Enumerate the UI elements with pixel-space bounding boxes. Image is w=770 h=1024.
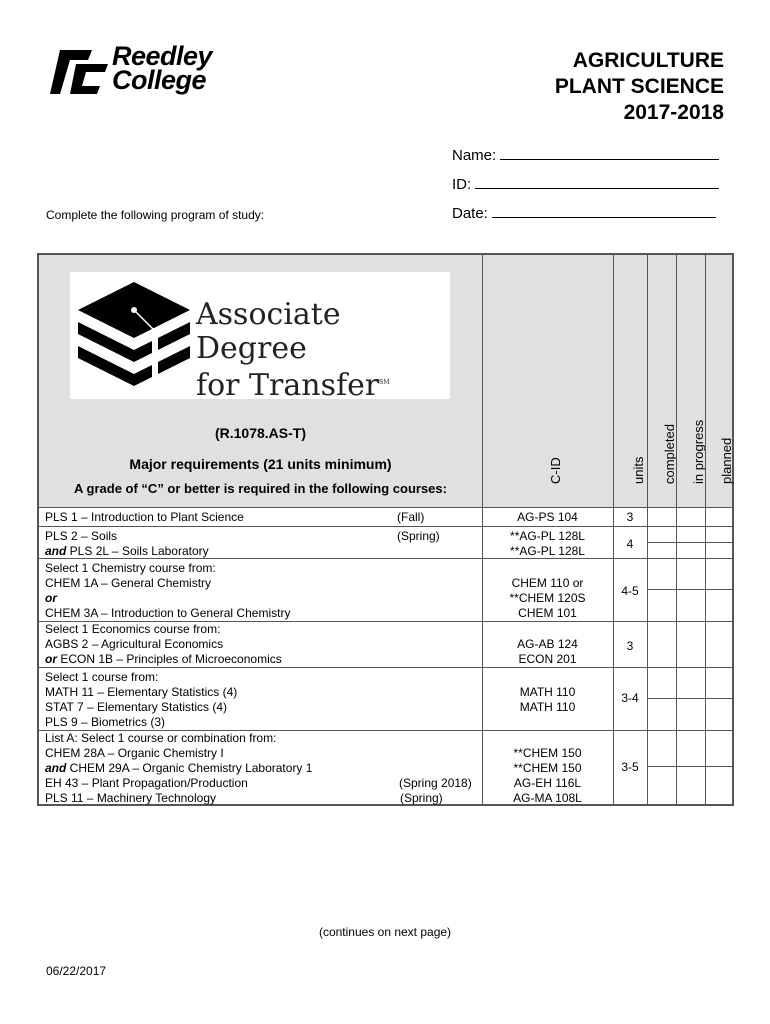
course-text: or ECON 1B – Principles of Microeconomics (45, 652, 282, 666)
course-text: PLS 11 – Machinery Technology (45, 791, 216, 805)
cid-text: MATH 110 (519, 700, 576, 714)
adt-line-1: Associate Degree (196, 297, 341, 366)
course-text: and CHEM 29A – Organic Chemistry Laboratory 1 (45, 761, 313, 775)
course-text: EH 43 – Plant Propagation/Production (45, 776, 248, 790)
cid-column-header (482, 255, 613, 507)
course-text: Select 1 course from: (45, 670, 159, 684)
course-text: PLS 2 – Soils (45, 529, 118, 543)
course-text: AGBS 2 – Agricultural Economics (45, 637, 224, 651)
units-text: 3 (626, 639, 634, 653)
title-line-1: AGRICULTURE (572, 49, 724, 72)
cid-header-text: C-ID (548, 457, 563, 484)
completed-column-header (647, 255, 676, 507)
course-text: List A: Select 1 course or combination from: (45, 731, 277, 745)
document-date: 06/22/2017 (46, 964, 107, 978)
column-divider (705, 507, 706, 804)
row-divider (39, 667, 732, 668)
course-text: STAT 7 – Elementary Statistics (4) (45, 700, 228, 714)
checkbox-divider (647, 698, 732, 699)
adt-logo (70, 272, 450, 403)
cid-text: AG-AB 124 (517, 637, 578, 651)
column-divider (647, 507, 648, 804)
adt-mark: SM (379, 379, 390, 386)
cid-text: **CHEM 120S (509, 591, 586, 605)
name-label: Name: (452, 147, 497, 164)
cid-text: **CHEM 150 (513, 761, 582, 775)
in-progress-header-text: in progress (691, 419, 706, 484)
units-header-text: units (630, 456, 646, 484)
cid-text: MATH 110 (519, 685, 576, 699)
cid-text: **AG-PL 128L (510, 544, 585, 558)
program-code: (R.1078.AS-T) (214, 425, 307, 441)
course-text: MATH 11 – Elementary Statistics (4) (45, 685, 238, 699)
cid-text: AG-PS 104 (517, 510, 578, 524)
table-header (39, 255, 732, 507)
adt-title (196, 298, 450, 403)
date-field[interactable] (452, 204, 716, 222)
cid-text: CHEM 110 or (511, 576, 584, 590)
column-divider (676, 507, 677, 804)
course-text: Select 1 Chemistry course from: (45, 561, 216, 575)
title-line-3: 2017-2018 (623, 101, 724, 124)
graduation-cap-icon (76, 280, 196, 390)
date-line[interactable] (492, 204, 716, 218)
date-label: Date: (452, 205, 488, 222)
rc-logo-icon (50, 44, 110, 100)
units-column-header (613, 255, 647, 507)
requirements-table (37, 253, 734, 806)
or-text: or (45, 591, 57, 605)
course-text: CHEM 1A – General Chemistry (45, 576, 212, 590)
id-label: ID: (452, 176, 472, 193)
checkbox-divider (647, 542, 732, 543)
term-text: (Fall) (397, 510, 425, 524)
cid-text: **CHEM 150 (513, 746, 582, 760)
name-field[interactable] (452, 146, 719, 164)
term-text: (Spring 2018) (399, 776, 472, 790)
row-divider (39, 526, 732, 527)
title-line-2: PLANT SCIENCE (554, 75, 724, 98)
units-text: 4-5 (621, 584, 639, 598)
or-prefix: or (45, 652, 57, 666)
course-text: CHEM 28A – Organic Chemistry I (45, 746, 224, 760)
course-text: CHEM 3A – Introduction to General Chemistry (45, 606, 291, 620)
name-line[interactable] (500, 146, 719, 160)
continues-note: (continues on next page) (318, 925, 452, 939)
course-text: Select 1 Economics course from: (45, 622, 221, 636)
program-title (555, 48, 724, 126)
major-requirements: Major requirements (21 units minimum) (129, 456, 392, 472)
cid-text: AG-MA 108L (513, 791, 582, 805)
term-text: (Spring) (397, 529, 440, 543)
reedley-college-logo (50, 41, 255, 100)
units-text: 3-5 (621, 760, 639, 774)
cid-text: AG-EH 116L (513, 776, 582, 790)
id-field[interactable] (452, 175, 719, 193)
and-prefix: and (45, 761, 67, 775)
planned-header-text: planned (719, 437, 734, 484)
course-text: PLS 1 – Introduction to Plant Science (45, 510, 244, 524)
course-text: PLS 9 – Biometrics (3) (45, 715, 166, 729)
adt-line-2 (196, 366, 450, 403)
cid-text: CHEM 101 (518, 606, 577, 620)
in-progress-column-header (676, 255, 705, 507)
completed-header-text: completed (662, 424, 677, 484)
units-text: 4 (626, 537, 634, 551)
term-text: (Spring) (400, 791, 443, 805)
cid-text: **AG-PL 128L (510, 529, 585, 543)
units-text: 3-4 (621, 691, 639, 705)
units-text: 3 (626, 510, 634, 524)
logo-line-1: Reedley (112, 41, 213, 71)
adt-line-2-text: for Transfer (196, 368, 380, 403)
checkbox-divider (647, 589, 732, 590)
course-text: and PLS 2L – Soils Laboratory (45, 544, 209, 558)
id-line[interactable] (475, 175, 719, 189)
row-divider (39, 507, 732, 508)
logo-line-2: College (112, 65, 207, 95)
grade-requirement: A grade of “C” or better is required in the following courses: (74, 481, 447, 496)
checkbox-divider (647, 766, 732, 767)
planned-column-header (705, 255, 732, 507)
instruction-text: Complete the following program of study: (46, 208, 265, 222)
cid-text: ECON 201 (518, 652, 577, 666)
and-prefix: and (45, 544, 67, 558)
